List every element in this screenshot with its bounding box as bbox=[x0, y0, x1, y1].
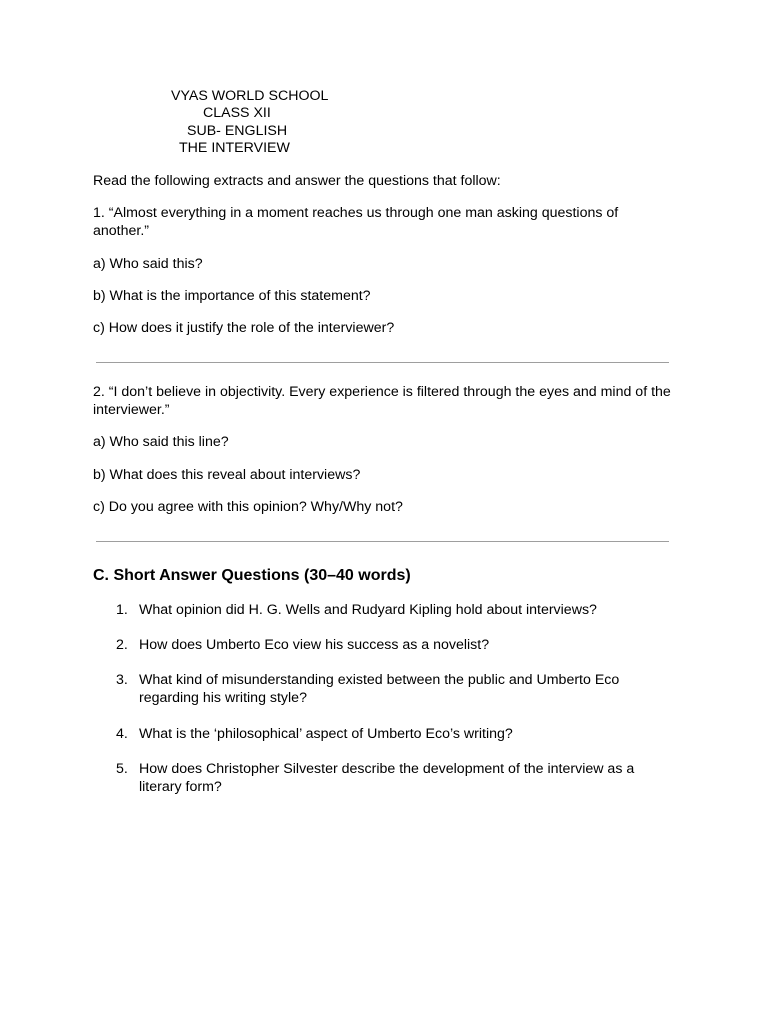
question-text: What is the ‘philosophical’ aspect of Umberto Eco’s writing? bbox=[139, 726, 513, 742]
extract-2-question-c: c) Do you agree with this opinion? Why/Why not? bbox=[93, 499, 403, 515]
class-label: CLASS XII bbox=[203, 105, 271, 121]
extract-2-question-b: b) What does this reveal about interviews? bbox=[93, 467, 361, 483]
question-number: 2. bbox=[116, 637, 128, 653]
extract-2-question-a: a) Who said this line? bbox=[93, 434, 229, 450]
school-name: VYAS WORLD SCHOOL bbox=[171, 88, 329, 104]
question-text: How does Umberto Eco view his success as a novelist? bbox=[139, 637, 490, 653]
extract-1-question-c: c) How does it justify the role of the interviewer? bbox=[93, 320, 395, 336]
divider-2 bbox=[96, 541, 669, 542]
question-number: 1. bbox=[116, 602, 128, 618]
subject-label: SUB- ENGLISH bbox=[187, 123, 288, 139]
extract-1-question-b: b) What is the importance of this statement? bbox=[93, 288, 371, 304]
divider-1 bbox=[96, 362, 669, 363]
question-text: What opinion did H. G. Wells and Rudyard Kipling hold about interviews? bbox=[139, 602, 597, 618]
question-text: What kind of misunderstanding existed between the public and Umberto Eco regarding his writing style? bbox=[139, 672, 620, 706]
question-text: How does Christopher Silvester describe the development of the interview as a literary form? bbox=[139, 761, 635, 795]
section-c-heading: C. Short Answer Questions (30–40 words) bbox=[93, 567, 411, 584]
question-number: 3. bbox=[116, 672, 128, 688]
extract-1-quote: 1. “Almost everything in a moment reaches us through one man asking questions of another.” bbox=[93, 205, 619, 239]
instructions: Read the following extracts and answer the questions that follow: bbox=[93, 173, 501, 189]
question-number: 5. bbox=[116, 761, 128, 777]
extract-2-quote: 2. “I don’t believe in objectivity. Every experience is filtered through the eyes and mind of the interviewer.” bbox=[93, 384, 671, 418]
chapter-title: THE INTERVIEW bbox=[179, 140, 290, 156]
extract-1-question-a: a) Who said this? bbox=[93, 256, 203, 272]
question-number: 4. bbox=[116, 726, 128, 742]
